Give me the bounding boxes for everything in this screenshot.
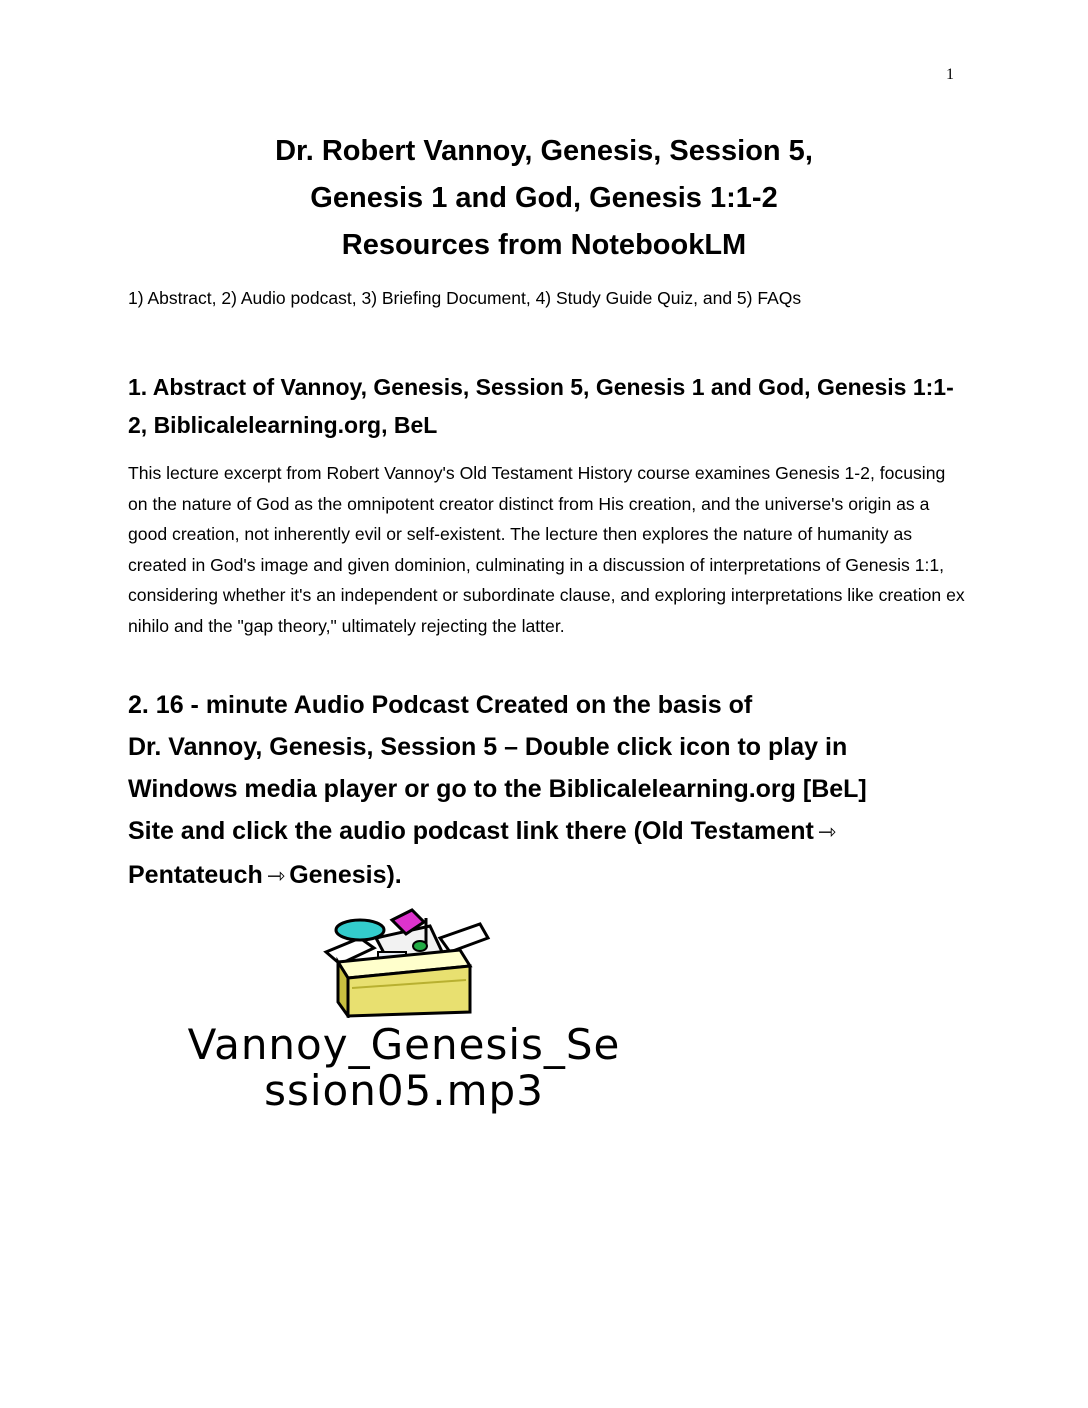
page-number: 1 (946, 66, 954, 83)
podcast-filename[interactable] (124, 1022, 684, 1114)
podcast-heading-line-4-text: Site and click the audio podcast link there (Old Testament (128, 817, 814, 845)
right-arrow-icon: ⇾ (817, 820, 837, 845)
podcast-heading-line-2: Dr. Vannoy, Genesis, Session 5 – Double click icon to play in (128, 733, 848, 761)
podcast-filename-line-1: Vannoy_Genesis_Se (187, 1020, 621, 1069)
podcast-heading-line-1: 2. 16 - minute Audio Podcast Created on the basis of (128, 691, 753, 719)
right-arrow-icon: ⇾ (266, 864, 286, 889)
podcast-filename-line-2: ssion05.mp3 (264, 1066, 544, 1115)
page-title (0, 128, 1088, 269)
abstract-body: This lecture excerpt from Robert Vannoy's Old Testament History course examines Genesis 1-2, focusing on the nature of God as the omnipotent creator distinct from His creation, and the universe's origin as a good creation, not inherently evil or self-existent. The lecture then explores the nature of humanity as created in God's image and given dominion, culminating in a discussion of interpretations of Genesis 1:1, considering whether it's an independent or subordinate clause, and exploring interpretations like creation ex nihilo and the "gap theory," ultimately rejecting the latter. (128, 463, 965, 636)
title-line-1: Dr. Robert Vannoy, Genesis, Session 5, (275, 135, 813, 167)
podcast-heading-line-5-end: Genesis). (289, 861, 402, 889)
title-line-3: Resources from NotebookLM (341, 229, 747, 261)
resources-list: 1) Abstract, 2) Audio podcast, 3) Briefing Document, 4) Study Guide Quiz, and 5) FAQs (128, 288, 802, 308)
title-line-2: Genesis 1 and God, Genesis 1:1-2 (310, 182, 778, 214)
podcast-heading (128, 684, 968, 898)
podcast-heading-line-5-text: Pentateuch (128, 861, 263, 889)
podcast-heading-line-4 (128, 810, 968, 854)
abstract-heading: 1. Abstract of Vannoy, Genesis, Session 5, Genesis 1 and God, Genesis 1:1-2, Biblicalelearning.org, BeL (128, 374, 954, 438)
podcast-heading-line-3: Windows media player or go to the Biblicalelearning.org [BeL] (128, 775, 867, 803)
podcast-heading-line-5 (128, 854, 968, 898)
package-box-icon[interactable] (320, 908, 496, 1018)
